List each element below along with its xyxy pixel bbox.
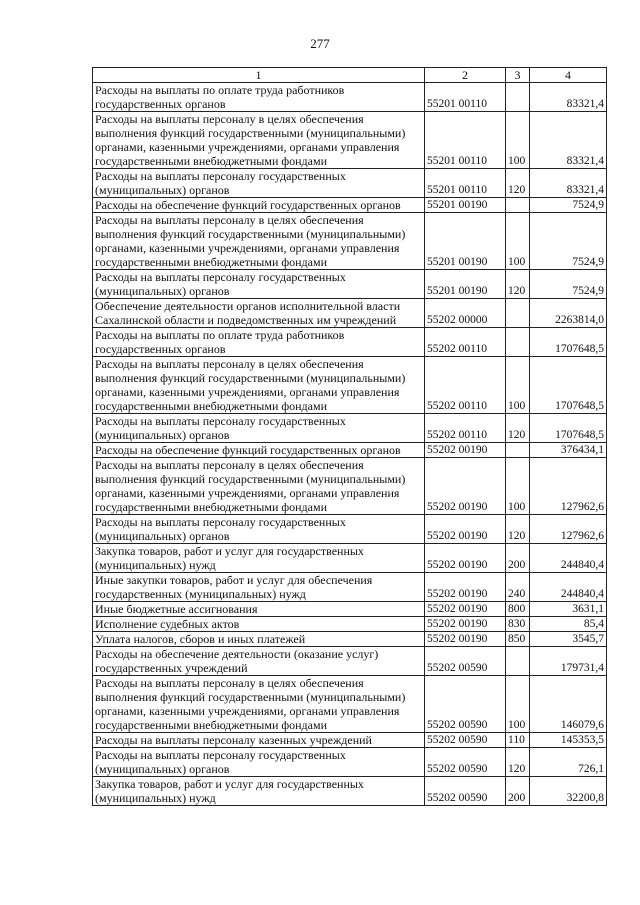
row-sum-cell: 3631,1 bbox=[530, 602, 607, 617]
budget-table bbox=[92, 67, 607, 806]
table-row bbox=[93, 617, 607, 632]
row-name-cell: Расходы на обеспечение функций государственных органов bbox=[93, 443, 425, 458]
row-code-cell: 55201 00190 bbox=[425, 270, 506, 299]
row-code-cell: 55201 00110 bbox=[425, 169, 506, 198]
table-row bbox=[93, 544, 607, 573]
row-name-cell: Иные бюджетные ассигнования bbox=[93, 602, 425, 617]
table-row bbox=[93, 632, 607, 647]
row-code-cell: 55201 00110 bbox=[425, 83, 506, 112]
row-type-cell: 240 bbox=[506, 573, 530, 602]
header-sum-column: 4 bbox=[530, 68, 607, 83]
row-type-cell bbox=[506, 299, 530, 328]
row-type-cell: 830 bbox=[506, 617, 530, 632]
row-code-cell: 55202 00190 bbox=[425, 458, 506, 515]
row-sum-cell: 179731,4 bbox=[530, 647, 607, 676]
row-sum-cell: 146079,6 bbox=[530, 676, 607, 733]
row-code-cell: 55202 00190 bbox=[425, 602, 506, 617]
row-type-cell: 100 bbox=[506, 458, 530, 515]
row-sum-cell: 1707648,5 bbox=[530, 414, 607, 443]
table-row bbox=[93, 213, 607, 270]
row-sum-cell: 376434,1 bbox=[530, 443, 607, 458]
row-type-cell: 120 bbox=[506, 748, 530, 777]
row-sum-cell: 127962,6 bbox=[530, 458, 607, 515]
row-code-cell: 55202 00590 bbox=[425, 676, 506, 733]
table-row bbox=[93, 270, 607, 299]
table-row bbox=[93, 458, 607, 515]
row-name-cell: Расходы на выплаты персоналу государственных (муниципальных) органов bbox=[93, 169, 425, 198]
row-sum-cell: 3545,7 bbox=[530, 632, 607, 647]
table-row bbox=[93, 733, 607, 748]
row-sum-cell: 7524,9 bbox=[530, 198, 607, 213]
row-type-cell: 800 bbox=[506, 602, 530, 617]
row-name-cell: Расходы на выплаты персоналу государственных (муниципальных) органов bbox=[93, 414, 425, 443]
row-name-cell: Иные закупки товаров, работ и услуг для обеспечения государственных (муниципальных) нужд bbox=[93, 573, 425, 602]
row-code-cell: 55202 00190 bbox=[425, 617, 506, 632]
row-type-cell bbox=[506, 198, 530, 213]
row-name-cell: Расходы на выплаты по оплате труда работников государственных органов bbox=[93, 83, 425, 112]
row-sum-cell: 83321,4 bbox=[530, 169, 607, 198]
row-sum-cell: 127962,6 bbox=[530, 515, 607, 544]
row-code-cell: 55201 00190 bbox=[425, 213, 506, 270]
row-type-cell: 200 bbox=[506, 777, 530, 806]
row-type-cell bbox=[506, 328, 530, 357]
row-name-cell: Расходы на выплаты персоналу в целях обеспечения выполнения функций государственными (муниципальными) органами, казенными учреждениями, органами управления государственными внебюджетными фондами bbox=[93, 458, 425, 515]
table-row bbox=[93, 777, 607, 806]
row-code-cell: 55202 00000 bbox=[425, 299, 506, 328]
row-sum-cell: 83321,4 bbox=[530, 112, 607, 169]
row-code-cell: 55202 00190 bbox=[425, 632, 506, 647]
table-row bbox=[93, 443, 607, 458]
row-code-cell: 55202 00190 bbox=[425, 573, 506, 602]
table-row bbox=[93, 83, 607, 112]
table-row bbox=[93, 112, 607, 169]
table-row bbox=[93, 647, 607, 676]
table-row bbox=[93, 602, 607, 617]
row-code-cell: 55201 00190 bbox=[425, 198, 506, 213]
row-name-cell: Расходы на выплаты по оплате труда работников государственных органов bbox=[93, 328, 425, 357]
row-name-cell: Расходы на выплаты персоналу в целях обеспечения выполнения функций государственными (муниципальными) органами, казенными учреждениями, органами управления государственными внебюджетными фондами bbox=[93, 357, 425, 414]
row-type-cell: 850 bbox=[506, 632, 530, 647]
row-sum-cell: 726,1 bbox=[530, 748, 607, 777]
table-row bbox=[93, 414, 607, 443]
row-type-cell: 100 bbox=[506, 213, 530, 270]
row-type-cell: 200 bbox=[506, 544, 530, 573]
row-code-cell: 55202 00590 bbox=[425, 777, 506, 806]
row-sum-cell: 1707648,5 bbox=[530, 328, 607, 357]
row-sum-cell: 7524,9 bbox=[530, 270, 607, 299]
row-sum-cell: 7524,9 bbox=[530, 213, 607, 270]
row-sum-cell: 83321,4 bbox=[530, 83, 607, 112]
row-type-cell: 100 bbox=[506, 676, 530, 733]
row-name-cell: Расходы на обеспечение функций государственных органов bbox=[93, 198, 425, 213]
row-sum-cell: 2263814,0 bbox=[530, 299, 607, 328]
row-name-cell: Расходы на выплаты персоналу государственных (муниципальных) органов bbox=[93, 270, 425, 299]
row-type-cell: 100 bbox=[506, 112, 530, 169]
row-type-cell: 120 bbox=[506, 169, 530, 198]
row-type-cell: 120 bbox=[506, 270, 530, 299]
row-name-cell: Исполнение судебных актов bbox=[93, 617, 425, 632]
table-row bbox=[93, 573, 607, 602]
row-sum-cell: 1707648,5 bbox=[530, 357, 607, 414]
header-code-column: 2 bbox=[425, 68, 506, 83]
row-name-cell: Расходы на выплаты персоналу в целях обеспечения выполнения функций государственными (муниципальными) органами, казенными учреждениями, органами управления государственными внебюджетными фондами bbox=[93, 213, 425, 270]
table-row bbox=[93, 169, 607, 198]
row-type-cell bbox=[506, 647, 530, 676]
row-code-cell: 55202 00190 bbox=[425, 443, 506, 458]
row-type-cell: 110 bbox=[506, 733, 530, 748]
row-name-cell: Уплата налогов, сборов и иных платежей bbox=[93, 632, 425, 647]
row-code-cell: 55202 00110 bbox=[425, 328, 506, 357]
row-sum-cell: 85,4 bbox=[530, 617, 607, 632]
row-code-cell: 55202 00590 bbox=[425, 733, 506, 748]
row-code-cell: 55202 00110 bbox=[425, 414, 506, 443]
row-type-cell bbox=[506, 443, 530, 458]
row-sum-cell: 244840,4 bbox=[530, 573, 607, 602]
row-name-cell: Расходы на выплаты персоналу в целях обеспечения выполнения функций государственными (муниципальными) органами, казенными учреждениями, органами управления государственными внебюджетными фондами bbox=[93, 112, 425, 169]
row-code-cell: 55202 00110 bbox=[425, 357, 506, 414]
row-code-cell: 55201 00110 bbox=[425, 112, 506, 169]
table-row bbox=[93, 198, 607, 213]
table-row bbox=[93, 676, 607, 733]
row-code-cell: 55202 00590 bbox=[425, 647, 506, 676]
row-name-cell: Закупка товаров, работ и услуг для государственных (муниципальных) нужд bbox=[93, 777, 425, 806]
row-sum-cell: 145353,5 bbox=[530, 733, 607, 748]
table-row bbox=[93, 515, 607, 544]
table-row bbox=[93, 299, 607, 328]
row-name-cell: Расходы на выплаты персоналу в целях обеспечения выполнения функций государственными (муниципальными) органами, казенными учреждениями, органами управления государственными внебюджетными фондами bbox=[93, 676, 425, 733]
table-body bbox=[93, 83, 607, 806]
row-type-cell: 120 bbox=[506, 414, 530, 443]
row-name-cell: Расходы на выплаты персоналу казенных учреждений bbox=[93, 733, 425, 748]
row-sum-cell: 32200,8 bbox=[530, 777, 607, 806]
row-type-cell bbox=[506, 83, 530, 112]
row-type-cell: 100 bbox=[506, 357, 530, 414]
header-name-column: 1 bbox=[93, 68, 425, 83]
row-code-cell: 55202 00190 bbox=[425, 544, 506, 573]
page-number: 277 bbox=[310, 36, 330, 51]
row-sum-cell: 244840,4 bbox=[530, 544, 607, 573]
row-code-cell: 55202 00590 bbox=[425, 748, 506, 777]
table-header-row bbox=[93, 68, 607, 83]
row-code-cell: 55202 00190 bbox=[425, 515, 506, 544]
row-name-cell: Расходы на выплаты персоналу государственных (муниципальных) органов bbox=[93, 515, 425, 544]
row-type-cell: 120 bbox=[506, 515, 530, 544]
table-row bbox=[93, 328, 607, 357]
row-name-cell: Обеспечение деятельности органов исполнительной власти Сахалинской области и подведомственных им учреждений bbox=[93, 299, 425, 328]
row-name-cell: Расходы на выплаты персоналу государственных (муниципальных) органов bbox=[93, 748, 425, 777]
row-name-cell: Расходы на обеспечение деятельности (оказание услуг) государственных учреждений bbox=[93, 647, 425, 676]
table-row bbox=[93, 357, 607, 414]
table-row bbox=[93, 748, 607, 777]
header-type-column: 3 bbox=[506, 68, 530, 83]
row-name-cell: Закупка товаров, работ и услуг для государственных (муниципальных) нужд bbox=[93, 544, 425, 573]
